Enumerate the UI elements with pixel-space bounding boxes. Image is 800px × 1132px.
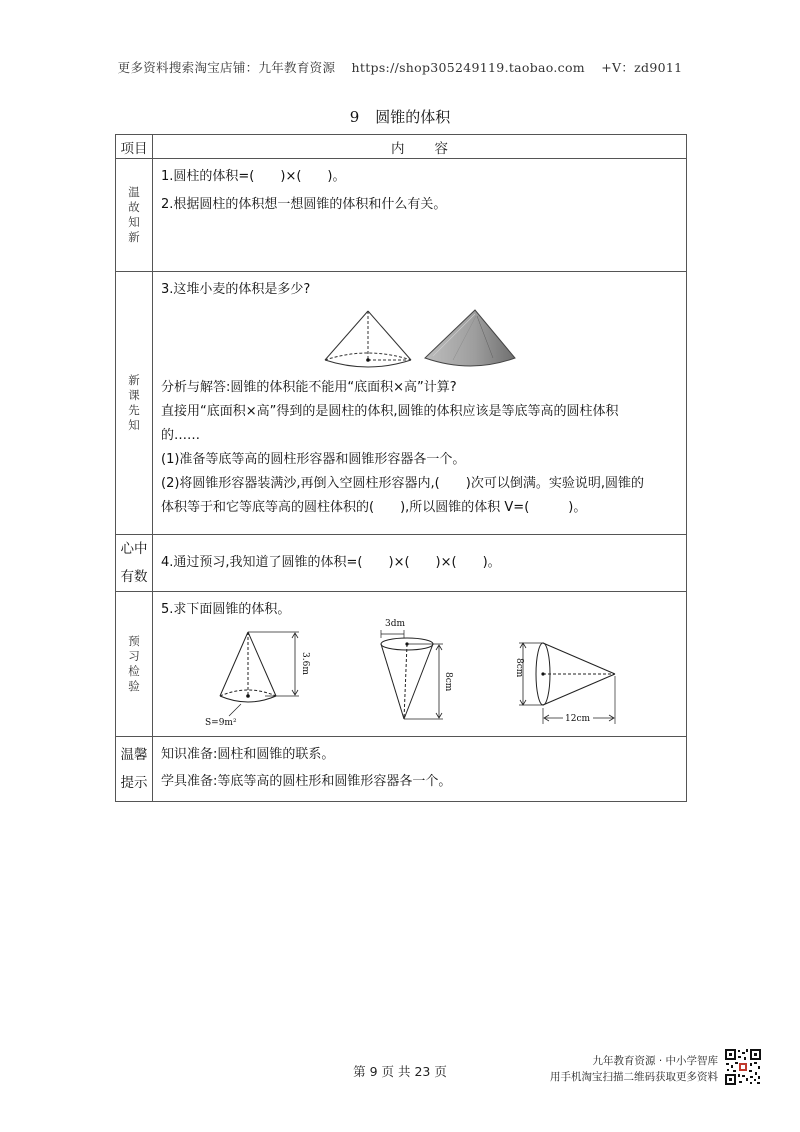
review-line-2: 2.根据圆柱的体积想一想圆锥的体积和什么有关。: [161, 197, 447, 212]
row-preview: [116, 272, 687, 535]
header-url[interactable]: https://shop305249119.taobao.com: [351, 60, 585, 75]
label-mind: 心中 有数: [116, 535, 153, 592]
cone-outline-figure: [323, 308, 413, 372]
check-figures: [161, 619, 678, 730]
preview-line-6: 体积等于和它等底等高的圆柱体积的( ),所以圆锥的体积 V=( )。: [161, 500, 587, 515]
content-mind: [153, 535, 687, 592]
content-check: [153, 592, 687, 737]
preview-line-1: 分析与解答:圆锥的体积能不能用“底面积×高”计算?: [161, 380, 457, 395]
content-review: [153, 159, 687, 272]
fig2-height-label: 8cm: [443, 672, 453, 692]
footer-brand-line-2: 用手机淘宝扫描二维码获取更多资料: [550, 1071, 718, 1083]
row-review: [116, 159, 687, 272]
fig1-base-label: S=9m²: [205, 718, 237, 728]
preview-line-2: 直接用“底面积×高”得到的是圆柱的体积,圆锥的体积应该是等底等高的圆柱体积: [161, 404, 619, 419]
page-header: [0, 58, 800, 76]
footer-brand: [546, 1053, 718, 1085]
wheat-pile-figure: [423, 308, 517, 372]
header-contact: +V：zd9011: [601, 60, 683, 75]
title-number: 9: [349, 108, 360, 126]
fig1-height-label: 3.6m: [300, 652, 310, 675]
wheat-figures: [161, 308, 678, 372]
header-shop-text: 更多资料搜索淘宝店铺：九年教育资源: [117, 60, 336, 75]
cone-figure-3: [513, 630, 623, 728]
qr-code-icon[interactable]: [724, 1048, 762, 1086]
footer-brand-line-1: 九年教育资源 · 中小学智库: [592, 1055, 718, 1067]
page-title: [0, 106, 800, 127]
content-tips: [153, 737, 687, 802]
label-preview: 新 课 先 知: [116, 272, 153, 535]
content-preview: [153, 272, 687, 535]
cone-figure-1: [203, 628, 313, 728]
label-tips: 温馨 提示: [116, 737, 153, 802]
fig3-diameter-label: 8cm: [514, 658, 524, 678]
page-number: 第 9 页 共 23 页: [353, 1064, 447, 1079]
review-line-1: 1.圆柱的体积=( )×( )。: [161, 169, 346, 184]
row-mind: [116, 535, 687, 592]
preview-line-5: (2)将圆锥形容器装满沙,再倒入空圆柱形容器内,( )次可以倒满。实验说明,圆锥的: [161, 476, 644, 491]
tips-line-2: 学具准备:等底等高的圆柱形和圆锥形容器各一个。: [161, 774, 452, 789]
row-check: [116, 592, 687, 737]
tips-line-1: 知识准备:圆柱和圆锥的联系。: [161, 747, 335, 762]
header-content: 内容: [153, 135, 687, 159]
fig3-length-label: 12cm: [565, 714, 591, 724]
fig2-top-label: 3dm: [385, 619, 406, 629]
preview-line-4: (1)准备等底等高的圆柱形容器和圆锥形容器各一个。: [161, 452, 466, 467]
cone-figure-2: [371, 616, 461, 728]
mind-line: 4.通过预习,我知道了圆锥的体积=( )×( )×( )。: [161, 555, 501, 570]
preview-question: 3.这堆小麦的体积是多少?: [161, 282, 311, 297]
title-text: 圆锥的体积: [375, 108, 451, 126]
preview-line-3: 的……: [161, 428, 201, 443]
label-check: 预 习 检 验: [116, 592, 153, 737]
table-header-row: [116, 135, 687, 159]
header-item: 项目: [116, 135, 153, 159]
check-line: 5.求下面圆锥的体积。: [161, 602, 291, 617]
label-review: 温 故 知 新: [116, 159, 153, 272]
row-tips: [116, 737, 687, 802]
worksheet-table: [115, 134, 687, 802]
